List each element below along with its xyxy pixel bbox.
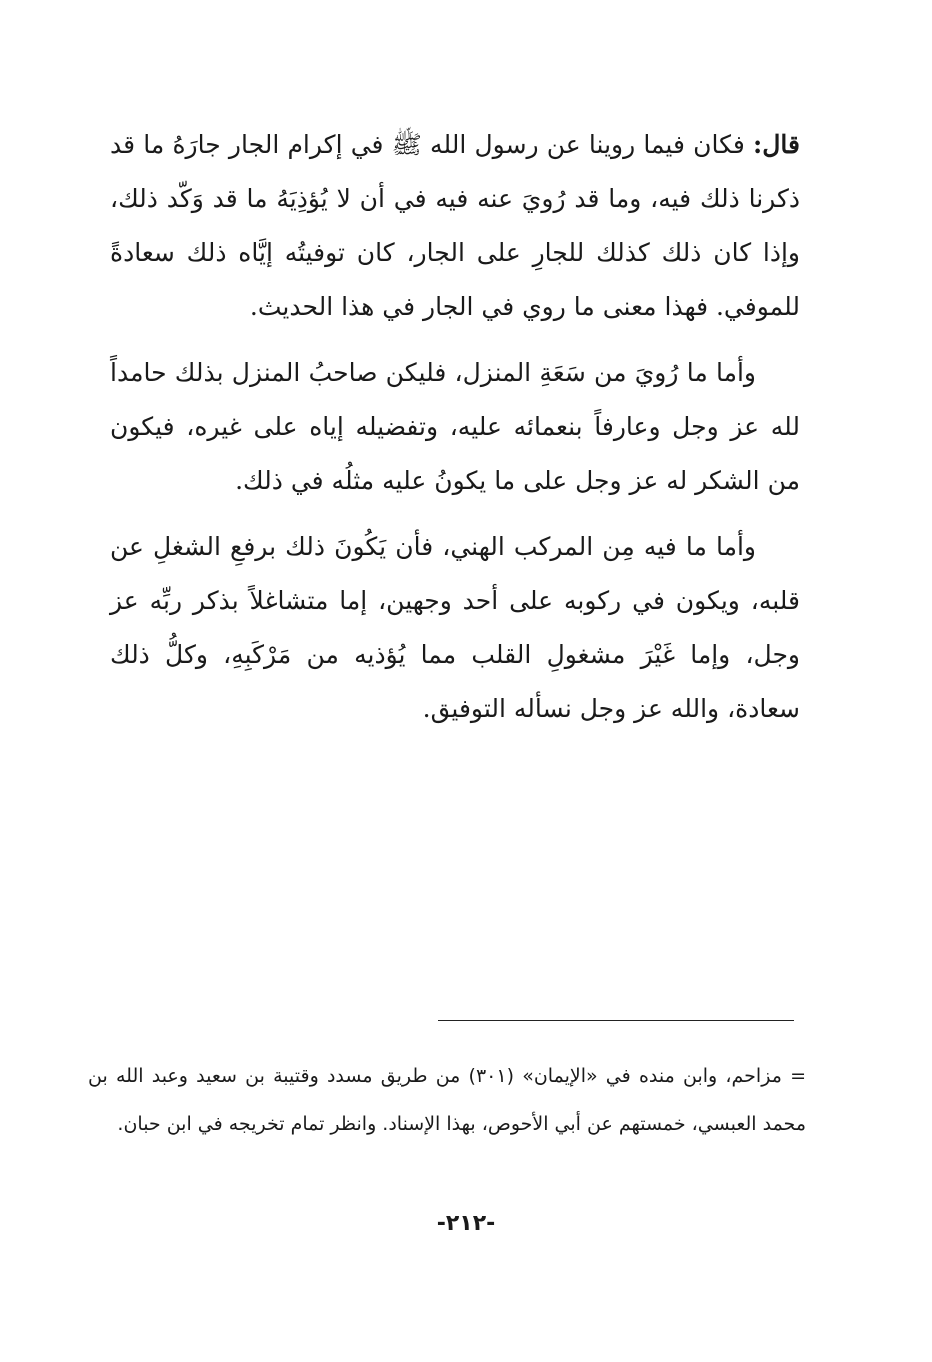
footnote: = مزاحم، وابن منده في «الإيمان» (٣٠١) من طريق مسدد وقتيبة بن سعيد وعبد الله بن محمد العبسي، خمستهم عن أبي الأحوص، بهذا الإسناد. وانظر تمام تخريجه في ابن حبان.	[88, 1065, 806, 1135]
paragraph-body: وأما ما رُويَ من سَعَةِ المنزل، فليكن صاحبُ المنزل بذلك حامداً لله عز وجل وعارفاً بنعمائه عليه، وتفضيله إياه على غيره، فيكون من الشكر له عز وجل على ما يكونُ عليه مثلُه في ذلك.	[110, 358, 800, 495]
paragraph-3	[110, 520, 800, 736]
paragraph-1	[110, 118, 800, 334]
footnote-divider	[438, 1020, 794, 1021]
page-number: -٢١٢-	[436, 1211, 496, 1236]
paragraph-lead-word: قال:	[753, 130, 800, 159]
paragraph-body: فكان فيما روينا عن رسول الله ﷺ في إكرام الجار جارَهُ ما قد ذكرنا ذلك فيه، وما قد رُويَ عنه فيه في أن لا يُؤذِيَهُ ما قد وَكّد ذلك، وإذا كان ذلك كذلك للجارِ على الجار، كان توفيتُه إيَّاه ذلك سعادةً للموفي. فهذا معنى ما روي في الجار في هذا الحديث.	[110, 130, 800, 321]
paragraph-2	[110, 346, 800, 508]
paragraph-body: وأما ما فيه مِن المركب الهني، فأن يَكُونَ ذلك برفعِ الشغلِ عن قلبه، ويكون في ركوبه على أحد وجهين، إما متشاغلاً بذكر ربِّه عز وجل، وإما غَيْرَ مشغولِ القلب مما يُؤذيه من مَرْكَبِهِ، وكلُّ ذلك سعادة، والله عز وجل نسأله التوفيق.	[110, 532, 800, 723]
main-text-block	[110, 118, 800, 748]
